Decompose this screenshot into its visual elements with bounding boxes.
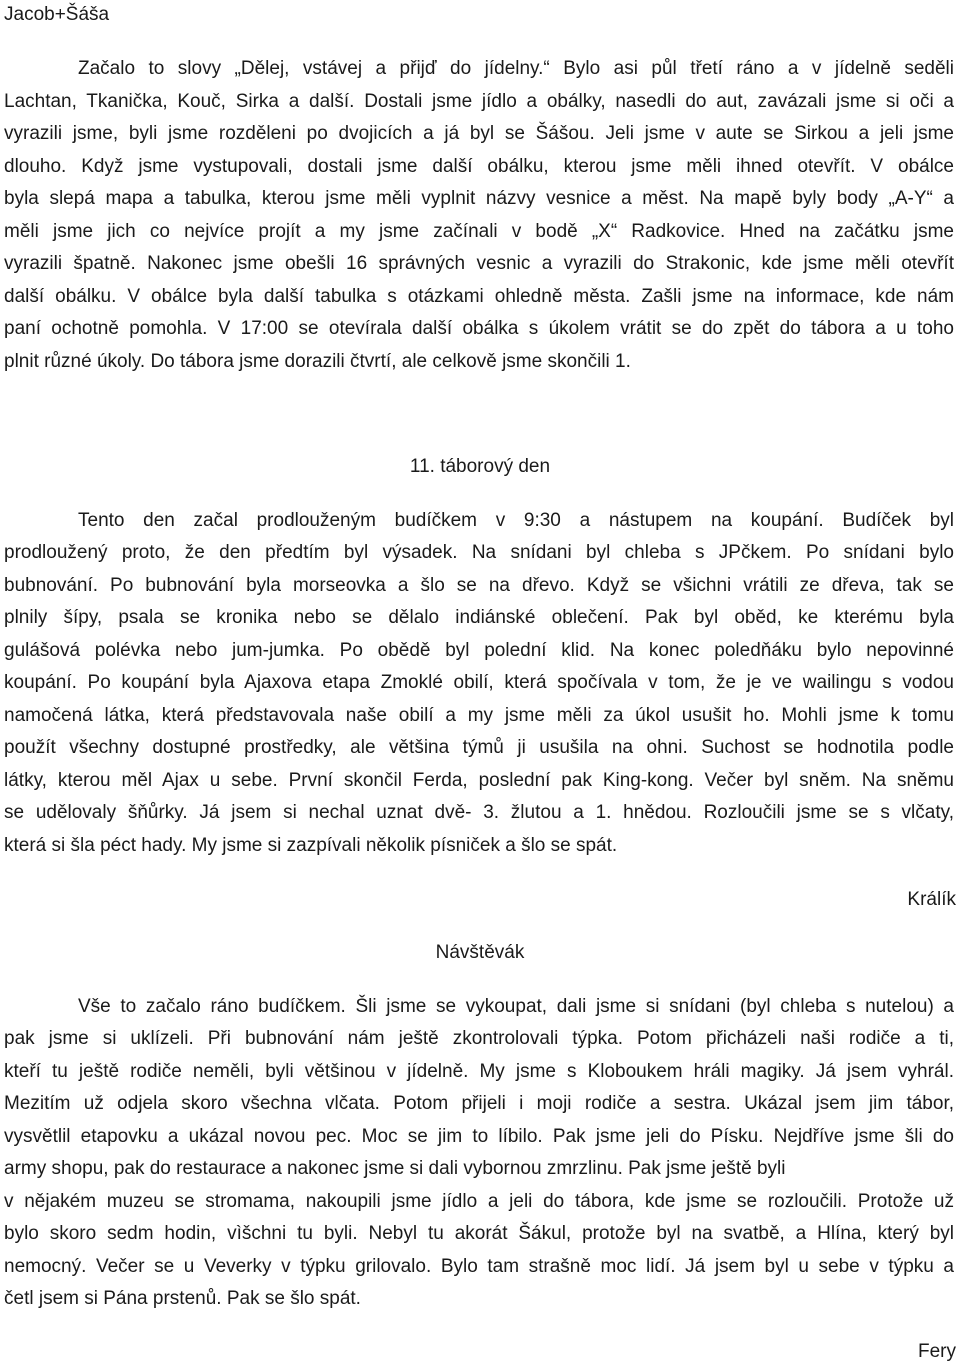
paragraph-line: vyrazili jsme, byli jsme rozděleni po dvojicích a já byl se Šášou. Jeli jsme v aute se Sirkou a jeli jsme [4, 123, 954, 144]
paragraph-line: plnily šípy, psala se kronika nebo se dělalo indiánské oblečení. Pak byl oběd, ke kterému byla [4, 607, 954, 628]
paragraph-line: koupání. Po koupání byla Ajaxova etapa Zmoklé obilí, která spočívala v tom, že je ve wailingu s vodou [4, 672, 954, 693]
author-signature: Králík [907, 889, 956, 910]
paragraph-line: látky, kterou měl Ajax u sebe. První skončil Ferda, poslední pak King-kong. Večer byl sněm. Na sněmu [4, 770, 954, 791]
document-title: Jacob+Šáša [4, 4, 110, 25]
paragraph-line: vyrazili špatně. Nakonec jsme obešli 16 správných vesnic a vyrazili do Strakonic, kde jsme měli otevřít [4, 253, 954, 274]
paragraph-line: Tento den začal prodlouženým budíčkem v 9:30 a nástupem na koupání. Budíček byl [78, 510, 954, 531]
paragraph-line: dlouho. Když jsme vystupovali, dostali jsme další obálku, kterou jsme měli ihned otevřít. V obálce [4, 156, 954, 177]
paragraph-line: Lachtan, Tkanička, Kouč, Sirka a další. Dostali jsme jídlo a obálky, nasedli do aut, zavázali jsme si oči a [4, 91, 954, 112]
paragraph-line: paní ochotně pomohla. V 17:00 se otevírala další obálka s úkolem vrátit se do zpět do tábora a u toho [4, 318, 954, 339]
paragraph-line: bubnování. Po bubnování byla morseovka a šlo se na dřevo. Když se všichni vrátili ze dřeva, tak se [4, 575, 954, 596]
paragraph-line: další obálku. V obálce byla další tabulka s otázkami ohledně města. Zašli jsme na informace, kde nám [4, 286, 954, 307]
paragraph-line: Začalo to slovy „Dělej, vstávej a přijď do jídelny.“ Bylo asi půl třetí ráno a v jídelně seděli [78, 58, 954, 79]
section-heading: 11. táborový den [409, 456, 551, 477]
paragraph-line: nemocný. Večer se u Veverky v týpku grilovalo. Bylo tam strašně moc lidí. Já jsem byl u sebe v týpku a [4, 1256, 954, 1277]
paragraph-line: se udělovaly šňůrky. Já jsem si nechal uznat dvě- 3. žlutou a 1. hnědou. Rozloučili jsme se s vlčaty, [4, 802, 954, 823]
paragraph-line: vysvětlil etapovku a ukázal novou pec. Moc se jim to líbilo. Pak jsme jeli do Písku. Nejdříve jsme šli do [4, 1126, 954, 1147]
paragraph-line: namočená látka, která představovala naše obilí a my jsme měli za úkol usušit ho. Mohli jsme k tomu [4, 705, 954, 726]
paragraph-line: četl jsem si Pána prstenů. Pak se šlo spát. [4, 1288, 361, 1309]
author-signature: Fery [918, 1341, 956, 1362]
paragraph-line: Mezitím už odjela skoro všechna vlčata. Potom přijeli i moji rodiče a sestra. Ukázal jsem jim tábor, [4, 1093, 954, 1114]
paragraph-line: pak jsme si uklízeli. Při bubnování nám ještě zkontrolovali týpka. Potom přicházeli naši rodiče a ti, [4, 1028, 954, 1049]
section-heading: Návštěvák [435, 942, 525, 963]
paragraph-line: byla slepá mapa a tabulka, kterou jsme měli vyplnit názvy vesnice a měst. Na mapě byly body „A-Y“ a [4, 188, 954, 209]
paragraph-line: která si šla péct hady. My jsme si zazpívali několik písniček a šlo se spát. [4, 835, 618, 856]
paragraph-line: plnit různé úkoly. Do tábora jsme dorazili čtvrtí, ale celkově jsme skončili 1. [4, 351, 631, 372]
paragraph-line: v nějakém muzeu se stromama, nakoupili jsme jídlo a jeli do tábora, kde jsme se rozloučili. Protože už [4, 1191, 954, 1212]
paragraph-line: použít všechny dostupné prostředky, ale většina týmů ji usušila na ohni. Suchost se hodnotila podle [4, 737, 954, 758]
paragraph-line: měli jsme jich co nejvíce projít a my jsme začínali v bodě „X“ Radkovice. Hned na začátku jsme [4, 221, 954, 242]
paragraph-line: gulášová polévka nebo jum-jumka. Po obědě byl polední klid. Na konec poledňáku bylo nepovinné [4, 640, 954, 661]
paragraph-line: bylo skoro sedm hodin, vìšchni tu byli. Nebyl tu akorát Šákul, protože byl na svatbě, a Hlína, který byl [4, 1223, 954, 1244]
paragraph-line: Vše to začalo ráno budíčkem. Šli jsme se vykoupat, dali jsme si snídani (byl chleba s nutelou) a [78, 996, 954, 1017]
paragraph-line: prodloužený proto, že den předtím byl výsadek. Na snídani byl chleba s JPčkem. Po snídani bylo [4, 542, 954, 563]
paragraph-line: army shopu, pak do restaurace a nakonec jsme si dali vybornou zmrzlinu. Pak jsme ještě byli [4, 1158, 786, 1179]
paragraph-line: kteří tu ještě rodiče neměli, byli většinou v jídelně. My jsme s Kloboukem hráli magiky. Já jsem vyhrál. [4, 1061, 954, 1082]
